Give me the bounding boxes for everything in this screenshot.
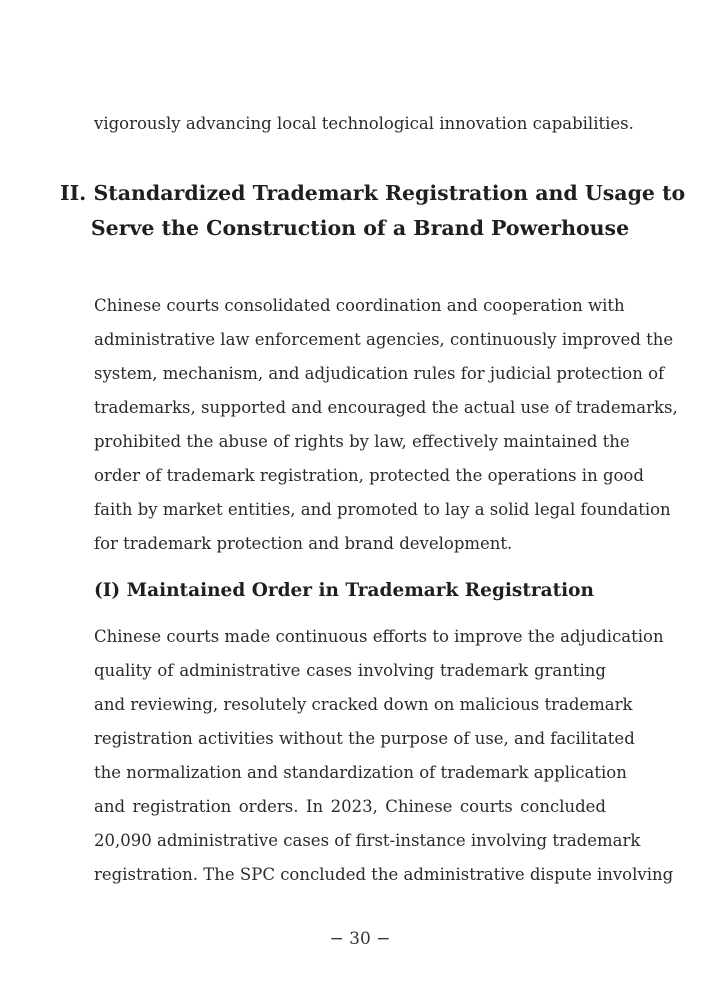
paragraph-line: 20,090 administrative cases of first-instance involving trademark — [94, 831, 641, 850]
section-heading-line-1: II. Standardized Trademark Registration and Usage to — [60, 181, 686, 205]
subsection-heading: (I) Maintained Order in Trademark Registration — [94, 580, 594, 601]
paragraph-line: the normalization and standardization of trademark application — [94, 763, 627, 782]
paragraph-line: and registration orders. In 2023, Chinese courts concluded — [94, 797, 606, 816]
paragraph-line: Chinese courts made continuous efforts to improve the adjudication — [94, 627, 664, 646]
paragraph-line: order of trademark registration, protected the operations in good — [94, 466, 644, 485]
paragraph-line: quality of administrative cases involving trademark granting — [94, 661, 606, 680]
paragraph-line: registration. The SPC concluded the administrative dispute involving — [94, 865, 674, 884]
paragraph-line: system, mechanism, and adjudication rules for judicial protection of — [94, 364, 665, 383]
section-heading-line-2: Serve the Construction of a Brand Powerhouse — [90, 216, 630, 240]
paragraph-line: faith by market entities, and promoted to lay a solid legal foundation — [94, 500, 671, 519]
paragraph-line: for trademark protection and brand development. — [94, 534, 513, 553]
paragraph-line: Chinese courts consolidated coordination and cooperation with — [94, 296, 625, 315]
paragraph-line: vigorously advancing local technological innovation capabilities. — [94, 114, 634, 133]
paragraph-line: registration activities without the purpose of use, and facilitated — [94, 729, 635, 748]
paragraph-line: prohibited the abuse of rights by law, effectively maintained the — [94, 432, 630, 451]
paragraph-line: and reviewing, resolutely cracked down on malicious trademark — [94, 695, 633, 714]
page-number: − 30 − — [329, 929, 391, 949]
paragraph-line: trademarks, supported and encouraged the actual use of trademarks, — [94, 398, 678, 417]
paragraph-line: administrative law enforcement agencies, continuously improved the — [94, 330, 674, 349]
